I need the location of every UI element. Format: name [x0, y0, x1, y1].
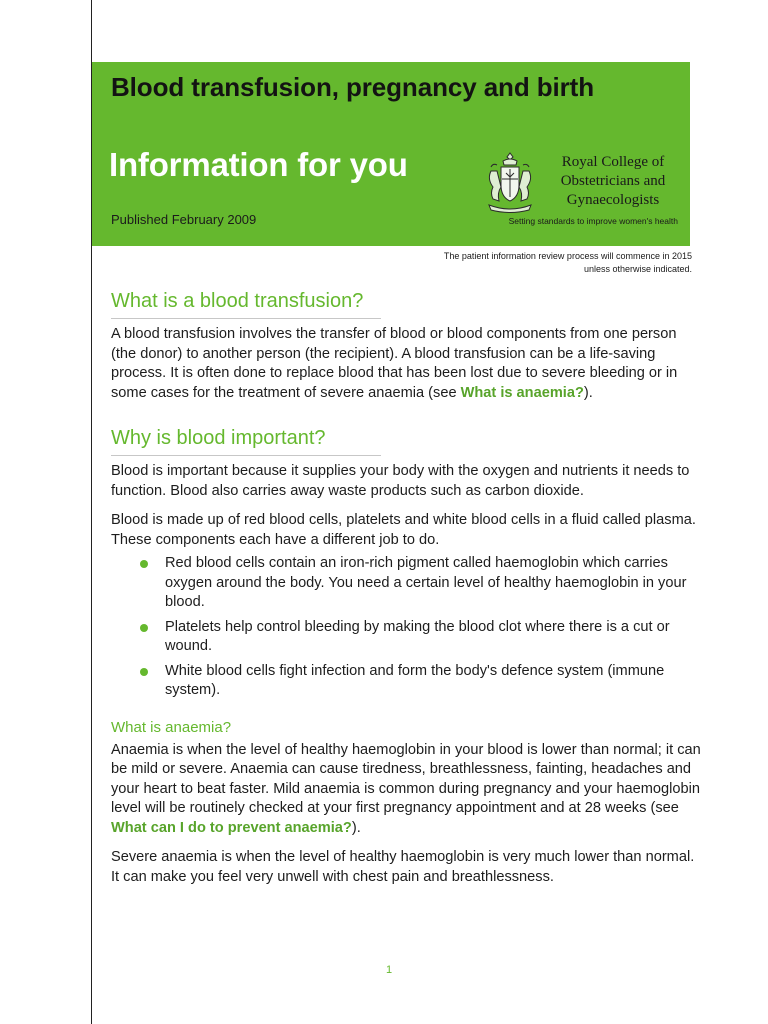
- college-tagline: Setting standards to improve women's health: [508, 216, 678, 226]
- list-item-text: Platelets help control bleeding by making the blood clot where there is a cut or wound.: [165, 618, 670, 654]
- heading-divider: [111, 318, 381, 319]
- list-item: [111, 618, 701, 657]
- transfusion-paragraph: [111, 325, 701, 403]
- college-name-line: Royal College of: [561, 154, 665, 170]
- college-name: [548, 153, 678, 210]
- review-note-line: unless otherwise indicated.: [583, 264, 692, 274]
- header-banner: [92, 62, 690, 246]
- list-item-text: White blood cells fight infection and form the body's defence system (immune system).: [165, 662, 665, 698]
- paragraph-text: Anaemia is when the level of healthy haemoglobin in your blood is lower than normal; it can be mild or severe. Anaemia can cause tiredness, breathlessness, fainting, headaches and your heart to beat faster. Mild anaemia is common during pregnancy and your haemoglobin level will be routinely checked at your first pregnancy appointment and at 28 weeks (see: [111, 741, 701, 816]
- list-item: [111, 662, 701, 701]
- heading-divider: [111, 455, 381, 456]
- college-name-line: Obstetricians and: [560, 173, 666, 189]
- anaemia-paragraph: [111, 741, 701, 839]
- list-item-text: Red blood cells contain an iron-rich pigment called haemoglobin which carries oxygen around the body. You need a certain level of healthy haemoglobin in your blood.: [165, 555, 687, 610]
- blood-components-list: [111, 554, 701, 701]
- section-heading-blood-importance: Why is blood important?: [111, 427, 326, 449]
- importance-paragraph: Blood is important because it supplies your body with the oxygen and nutrients it needs to function. Blood also carries away waste products such as carbon dioxide.: [111, 463, 690, 499]
- paragraph-text: ).: [583, 384, 593, 401]
- published-date: Published February 2009: [111, 212, 257, 227]
- paragraph-text: A blood transfusion involves the transfer of blood or blood components from one person (the donor) to another person (the recipient). A blood transfusion can be a life-saving process. It is often done to replace blood that has been lost due to severe bleeding or in some cases for the treatment of severe anaemia (see: [111, 326, 678, 401]
- bullet-icon: [140, 668, 148, 676]
- review-note: [444, 250, 692, 276]
- review-note-line: The patient information review process will commence in 2015: [443, 251, 692, 261]
- paragraph-text: ).: [351, 819, 361, 836]
- components-paragraph: Blood is made up of red blood cells, platelets and white blood cells in a fluid called plasma. These components each have a different job to do.: [111, 512, 696, 548]
- prevent-anaemia-link[interactable]: What can I do to prevent anaemia?: [111, 819, 352, 836]
- what-is-anaemia-link[interactable]: What is anaemia?: [460, 384, 584, 401]
- bullet-icon: [140, 624, 148, 632]
- information-for-you-heading: Information for you: [109, 146, 408, 183]
- coat-of-arms-icon: [485, 151, 535, 213]
- page-number: 1: [386, 964, 393, 976]
- list-item: [111, 554, 701, 613]
- college-name-line: Gynaecologists: [566, 192, 660, 208]
- subsection-heading-anaemia: What is anaemia?: [111, 718, 232, 736]
- severe-anaemia-paragraph: Severe anaemia is when the level of healthy haemoglobin is very much lower than normal. It can make you feel very unwell with chest pain and breathlessness.: [111, 849, 695, 885]
- main-content: [111, 286, 701, 897]
- bullet-icon: [140, 560, 148, 568]
- document-title: Blood transfusion, pregnancy and birth: [111, 72, 595, 102]
- section-heading-blood-transfusion: What is a blood transfusion?: [111, 290, 364, 312]
